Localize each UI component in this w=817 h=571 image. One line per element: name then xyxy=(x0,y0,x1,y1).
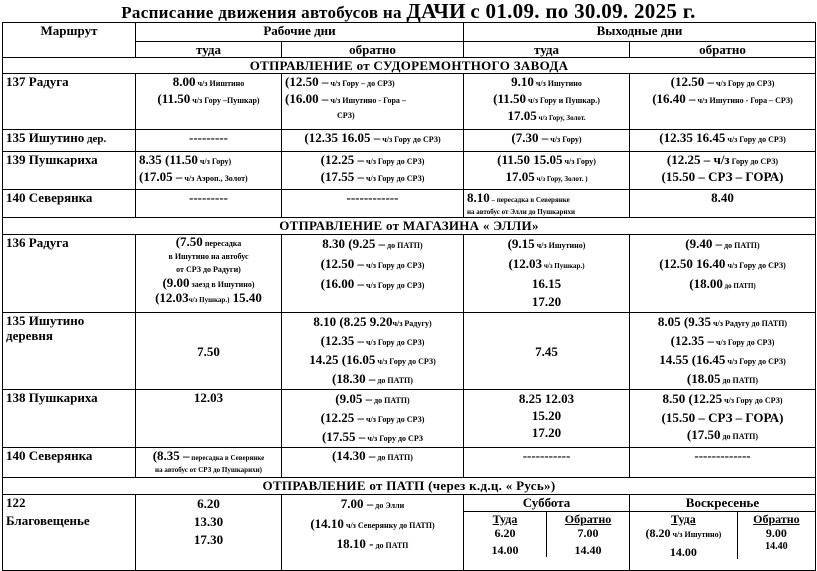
route-139: 139 Пушкариха xyxy=(3,152,136,190)
route-139-workdays-there: 8.35 (11.50 ч/з Гору) (17.05 – ч/з Аэроп., Золот) xyxy=(136,152,282,190)
route-140-workdays-back: ------------ xyxy=(282,190,464,218)
route-136-workdays-back: 8.30 (9.25 – до ПАТП) (12.50 – ч/з Гору до СРЗ) (16.00 – ч/з Гору до СРЗ) xyxy=(282,235,464,313)
route-138: 138 Пушкариха xyxy=(3,390,136,448)
route-135-village: 135 Ишутино деревня xyxy=(3,313,136,390)
route-140-elli-weekends-there: ----------- xyxy=(464,448,630,478)
route-140-weekends-back: 8.40 xyxy=(630,190,816,218)
section-shipyard: ОТПРАВЛЕНИЕ от СУДОРЕМОНТНОГО ЗАВОДА xyxy=(3,58,816,74)
route-138-workdays-back: (9.05 – до ПАТП) (12.25 – ч/з Гору до СРЗ) (17.55 – ч/з Гору до СРЗ xyxy=(282,390,464,448)
sunday-back: Обратно 9.00 14.40 xyxy=(753,512,800,552)
route-139-workdays-back: (12.25 – ч/з Гору до СРЗ) (17.55 – ч/з Гору до СРЗ) xyxy=(282,152,464,190)
route-135-weekends-there: (7.30 – ч/з Гору) xyxy=(464,130,630,152)
route-135-workdays-there: --------- xyxy=(136,130,282,152)
route-140-elli-weekends-back: ------------- xyxy=(630,448,816,478)
header-weekends: Выходные дни xyxy=(464,23,816,42)
route-140-elli-workdays-there: (8.35 – пересадка в Северянке на автобус от СРЗ до Пушкарихи) xyxy=(136,448,282,478)
title-period: с 01.09. по 30.09. 2025 г. xyxy=(470,0,696,23)
saturday-label: Суббота xyxy=(464,495,629,512)
route-136-weekends-there: (9.15 ч/з Ишутино) (12.03 ч/з Пушкар.) 16.15 17.20 xyxy=(464,235,630,313)
route-138-weekends-there: 8.25 12.03 15.20 17.20 xyxy=(464,390,630,448)
title-prefix: Расписание движения автобусов на xyxy=(121,3,402,22)
route-135-weekends-back: (12.35 16.45 ч/з Гору до СРЗ) xyxy=(630,130,816,152)
saturday-there: Туда 6.20 14.00 xyxy=(464,512,547,558)
route-137: 137 Радуга xyxy=(3,74,136,130)
schedule-table xyxy=(2,22,816,571)
route-135-village-weekends-back: 8.05 (9.35 ч/з Радугу до ПАТП) (12.35 – ч/з Гору до СРЗ) 14.55 (16.45 ч/з Гору до СРЗ) (18.05 до ПАТП) xyxy=(630,313,816,390)
route-122: 122 Благовещенье xyxy=(3,495,136,571)
route-139-weekends-there: (11.50 15.05 ч/з Гору) 17.05 ч/з Гору, Золот. ) xyxy=(464,152,630,190)
route-140-elli-workdays-back: (14.30 – до ПАТП) xyxy=(282,448,464,478)
route-137-weekends-there: 9.10 ч/з Ишутино (11.50 ч/з Гору и Пушкар.) 17.05 ч/з Гору, Золот. xyxy=(464,74,630,130)
route-122-sunday xyxy=(630,495,816,571)
route-135-village-weekends-there: 7.45 xyxy=(464,313,630,390)
route-138-weekends-back: 8.50 (12.25 ч/з Гору до СРЗ) (15.50 – СРЗ – ГОРА) (17.50 до ПАТП) xyxy=(630,390,816,448)
route-122-workdays-back: 7.00 – до Элли (14.10 ч/з Северянку до ПАТП) 18.10 - до ПАТП xyxy=(282,495,464,571)
sunday-label: Воскресенье xyxy=(630,495,815,512)
header-workdays-back: обратно xyxy=(282,42,464,58)
route-139-weekends-back: (12.25 – ч/з Гору до СРЗ) (15.50 – СРЗ – ГОРА) xyxy=(630,152,816,190)
route-136-workdays-there: (7.50 пересадка в Ишутино на автобус от СРЗ до Радуги) (9.00 заезд в Ишутино) (12.03ч/з Пушкар.) 15.40 xyxy=(136,235,282,313)
header-workdays-there: туда xyxy=(136,42,282,58)
route-140: 140 Северянка xyxy=(3,190,136,218)
route-135-workdays-back: (12.35 16.05 – ч/з Гору до СРЗ) xyxy=(282,130,464,152)
route-137-workdays-back: (12.50 – ч/з Гору – до СРЗ) (16.00 – ч/з Ишутино - Гора – СРЗ) xyxy=(282,74,464,130)
section-patp: ОТПРАВЛЕНИЕ от ПАТП (через к.д.ц. « Русь») xyxy=(3,478,816,495)
route-135-village-workdays-there: 7.50 xyxy=(136,313,282,390)
route-140-elli: 140 Северянка xyxy=(3,448,136,478)
title-destination: ДАЧИ xyxy=(406,0,466,23)
route-122-saturday xyxy=(464,495,630,571)
route-137-weekends-back: (12.50 – ч/з Гору до СРЗ) (16.40 – ч/з Ишутино - Гора – СРЗ) xyxy=(630,74,816,130)
route-138-workdays-there: 12.03 xyxy=(136,390,282,448)
route-136: 136 Радуга xyxy=(3,235,136,313)
route-135-village-workdays-back: 8.10 (8.25 9.20ч/з Радугу) (12.35 – ч/з Гору до СРЗ) 14.25 (16.05 ч/з Гору до СРЗ) (18.30 – до ПАТП) xyxy=(282,313,464,390)
saturday-back: Обратно 7.00 14.40 xyxy=(564,512,612,557)
schedule-title xyxy=(0,0,817,22)
header-weekends-there: туда xyxy=(464,42,630,58)
section-elli-store: ОТПРАВЛЕНИЕ от МАГАЗИНА « ЭЛЛИ» xyxy=(3,218,816,235)
route-136-weekends-back: (9.40 – до ПАТП) (12.50 16.40 ч/з Гору до СРЗ) (18.00 до ПАТП) xyxy=(630,235,816,313)
route-140-weekends-there: 8.10 – пересадка в Северянке на автобус от Элли до Пушкарихи xyxy=(464,190,630,218)
route-140-workdays-there: --------- xyxy=(136,190,282,218)
header-weekends-back: обратно xyxy=(630,42,816,58)
route-137-workdays-there: 8.00 ч/з Ииштино (11.50 ч/з Гору –Пушкар) xyxy=(136,74,282,130)
sunday-there: Туда (8.20 ч/з Ишутино) 14.00 xyxy=(630,512,737,560)
header-route: Маршрут xyxy=(3,23,136,58)
route-122-workdays-there: 6.20 13.30 17.30 xyxy=(136,495,282,571)
header-workdays: Рабочие дни xyxy=(136,23,464,42)
route-135: 135 Ишутино дер. xyxy=(3,130,136,152)
